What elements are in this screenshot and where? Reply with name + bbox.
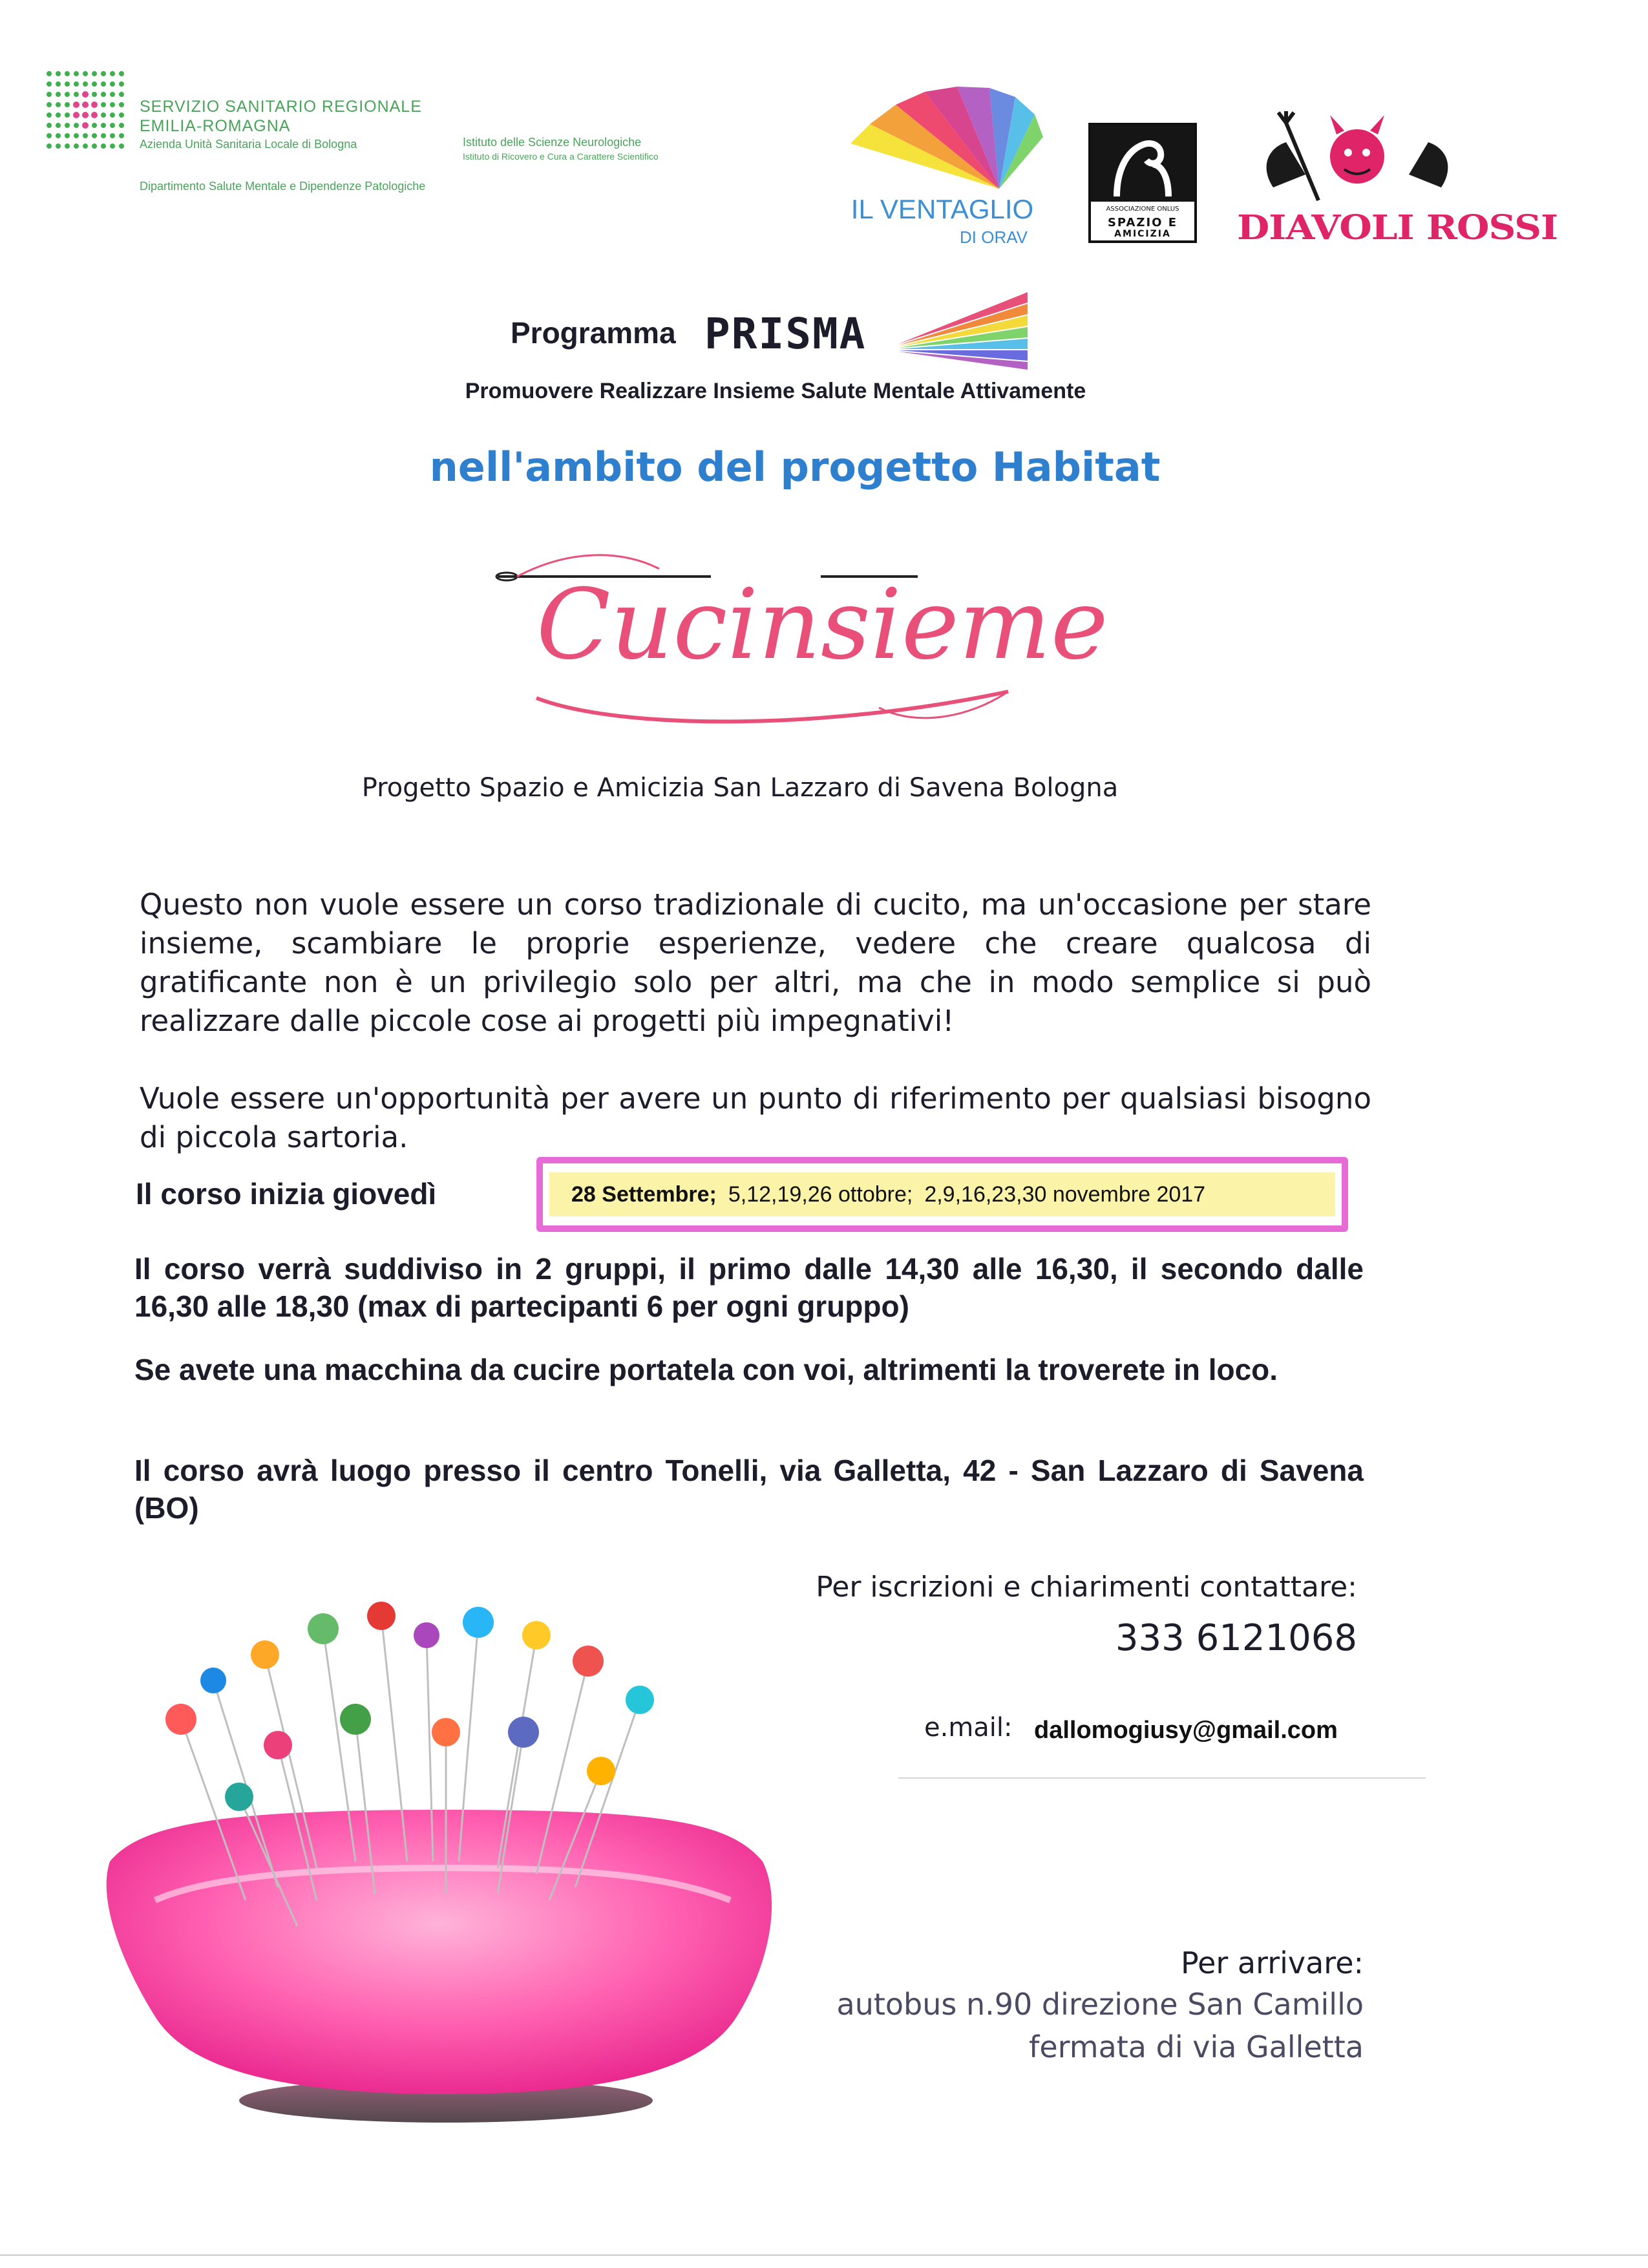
isnb-name	[463, 134, 659, 163]
contact-email[interactable]: dallomogiusy@gmail.com	[1034, 1717, 1338, 1744]
course-start-label: Il corso inizia giovedì	[136, 1177, 437, 1211]
dates-november: 2,9,16,23,30 novembre 2017	[924, 1182, 1206, 1207]
ssr-dots-logo-icon	[44, 69, 127, 151]
ssr-line3: Azienda Unità Sanitaria Locale di Bologna	[140, 138, 357, 151]
ventaglio-subtitle: DI ORAV	[960, 228, 1028, 247]
directions-label: Per arrivare:	[1180, 1945, 1364, 1980]
isnb-line1: Istituto delle Scienze Neurologiche	[463, 136, 642, 149]
intro-paragraph-2: Vuole essere un'opportunità per avere un punto di riferimento per qualsiasi bisogno di piccola sartoria.	[140, 1081, 1371, 1154]
dates-october: 5,12,19,26 ottobre;	[728, 1182, 913, 1207]
directions-bus: autobus n.90 direzione San Camillo	[836, 1987, 1364, 2022]
habitat-heading: nell'ambito del progetto Habitat	[429, 443, 1161, 491]
diavoli-devil-logo-icon	[1247, 110, 1467, 213]
ssr-name	[140, 97, 463, 153]
email-divider	[898, 1777, 1426, 1779]
ssr-line2: EMILIA-ROMAGNA	[140, 117, 291, 135]
spazio-line2: SPAZIO E	[1107, 216, 1178, 229]
intro-paragraph-1: Questo non vuole essere un corso tradizionale di cucito, ma un'occasione per stare insieme, scambiare le proprie esperienze, vedere che creare qualcosa di gratificante non è un privilegio solo per altri, ma che in modo semplice si può realizzare dalle piccole cose ai progetti più impegnativi!	[140, 887, 1371, 1038]
prisma-rays-icon	[898, 292, 1028, 370]
diavoli-rossi-name: DIAVOLI ROSSI	[1237, 207, 1558, 248]
ventaglio-fan-logo-icon	[838, 85, 1044, 195]
contact-label: Per iscrizioni e chiarimenti contattare:	[816, 1571, 1357, 1604]
spazio-line1: ASSOCIAZIONE ONLUS	[1106, 206, 1179, 213]
isnb-line2: Istituto di Ricovero e Cura a Carattere Scientifico	[463, 151, 659, 162]
contact-phone[interactable]: 333 6121068	[1115, 1617, 1357, 1659]
program-label: Programma	[511, 316, 676, 350]
spazio-line3: AMICIZIA	[1114, 229, 1171, 239]
project-line: Progetto Spazio e Amicizia San Lazzaro di Savena Bologna	[361, 773, 1119, 803]
dates-row	[549, 1172, 1335, 1216]
machine-paragraph: Se avete una macchina da cucire portatela con voi, altrimenti la troverete in loco.	[134, 1353, 1278, 1386]
ventaglio-title: IL VENTAGLIO	[850, 194, 1034, 224]
bottom-divider	[0, 2254, 1648, 2256]
email-label: e.mail:	[924, 1713, 1013, 1743]
prisma-tagline: Promuovere Realizzare Insieme Salute Mentale Attivamente	[465, 379, 1086, 403]
directions-stop: fermata di via Galletta	[1029, 2030, 1364, 2064]
ssr-department: Dipartimento Salute Mentale e Dipendenze Patologiche	[140, 180, 426, 193]
dates-highlight-box	[536, 1157, 1348, 1232]
spazio-amicizia-logo	[1088, 123, 1197, 243]
prisma-name: PRISMA	[704, 309, 867, 359]
pincushion-image	[84, 1564, 795, 2146]
ssr-line1: SERVIZIO SANITARIO REGIONALE	[140, 98, 422, 116]
location-paragraph: Il corso avrà luogo presso il centro Tonelli, via Galletta, 42 - San Lazzaro di Savena (BO)	[134, 1454, 1364, 1525]
course-title: Cucinsieme	[536, 569, 1108, 681]
groups-paragraph: Il corso verrà suddiviso in 2 gruppi, il primo dalle 14,30 alle 16,30, il secondo dalle 16,30 alle 18,30 (max di partecipanti 6 per ogni gruppo)	[134, 1252, 1364, 1323]
spazio-logo-figure-icon	[1091, 125, 1194, 202]
date-first: 28 Settembre;	[571, 1182, 717, 1207]
